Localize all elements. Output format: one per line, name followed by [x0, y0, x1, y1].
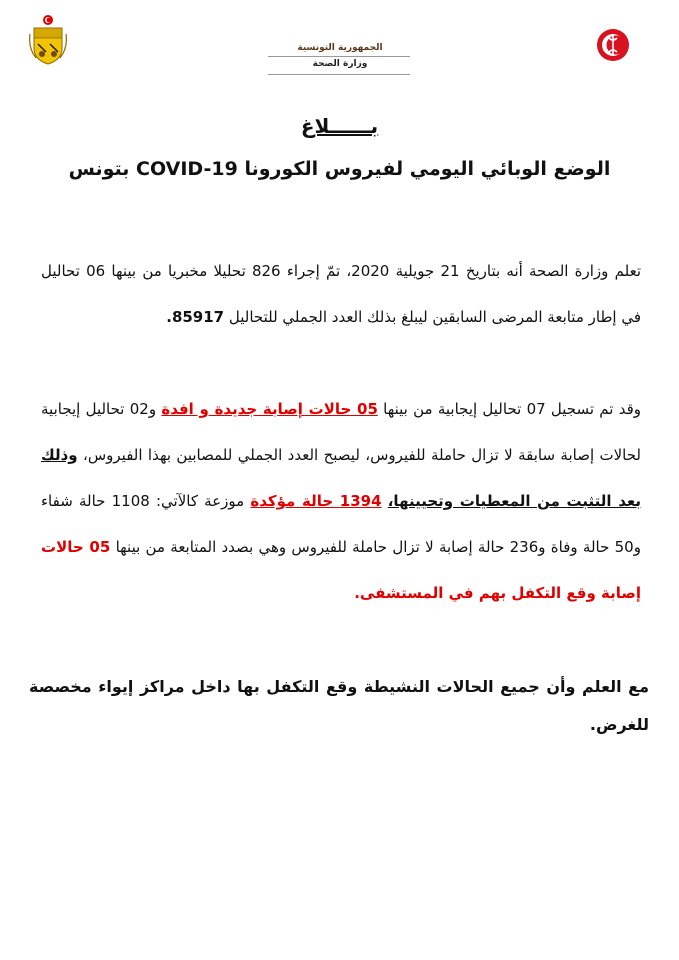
red-crescent-logo-icon — [596, 28, 630, 62]
paragraph-tests — [41, 248, 641, 340]
cases-text-1: وقد تم تسجيل 07 تحاليل إيجابية من بينها — [377, 400, 641, 418]
republic-name: الجمهورية التونسية — [297, 43, 383, 53]
total-tests-value: 85917. — [166, 308, 225, 326]
new-imported-cases: 05 حالات إصابة جديدة و افدة — [161, 400, 378, 418]
announcement-subtitle: الوضع الوبائي اليومي لفيروس الكورونا COVID-19 بتونس — [68, 158, 611, 180]
header-divider — [268, 56, 410, 57]
announcement-title: بــــــلاغ — [300, 114, 379, 138]
cases-breakdown-text: موزعة كالآتي: 1108 حالة شفاء و50 حالة وفاة و236 حالة إصابة لا تزال حاملة للفيروس وهي بصدد المتابعة من بينها — [41, 492, 641, 556]
hospitalized-cases: 05 حالات إصابة وقع التكفل بهم في المستشفى. — [41, 538, 641, 602]
paragraph-active-cases-note: مع العلم وأن جميع الحالات النشيطة وقع التكفل بها داخل مراكز إيواء مخصصة للغرض. — [29, 677, 649, 734]
tunisia-coat-of-arms-icon — [28, 14, 68, 66]
confirmed-cases-total: 1394 حالة مؤكدة — [250, 492, 382, 510]
paragraph-cases — [41, 386, 641, 616]
ministry-name: وزارة الصحة — [312, 59, 368, 69]
verification-note: وذلك بعد التثبت من المعطيات وتحيينها، — [41, 446, 641, 510]
cases-text-2: و02 تحاليل إيجابية لحالات إصابة سابقة لا تزال حاملة للفيروس، ليصبح العدد الجملي للمصابين بهذا الفيروس، — [41, 400, 641, 464]
letterhead — [0, 0, 679, 80]
tests-text: تعلم وزارة الصحة أنه بتاريخ 21 جويلية 2020، تمّ إجراء 826 تحليلا مخبريا من بينها 06 تحاليل في إطار متابعة المرضى السابقين ليبلغ بذلك العدد الجملي للتحاليل — [41, 262, 641, 326]
header-divider-bottom — [268, 74, 410, 75]
